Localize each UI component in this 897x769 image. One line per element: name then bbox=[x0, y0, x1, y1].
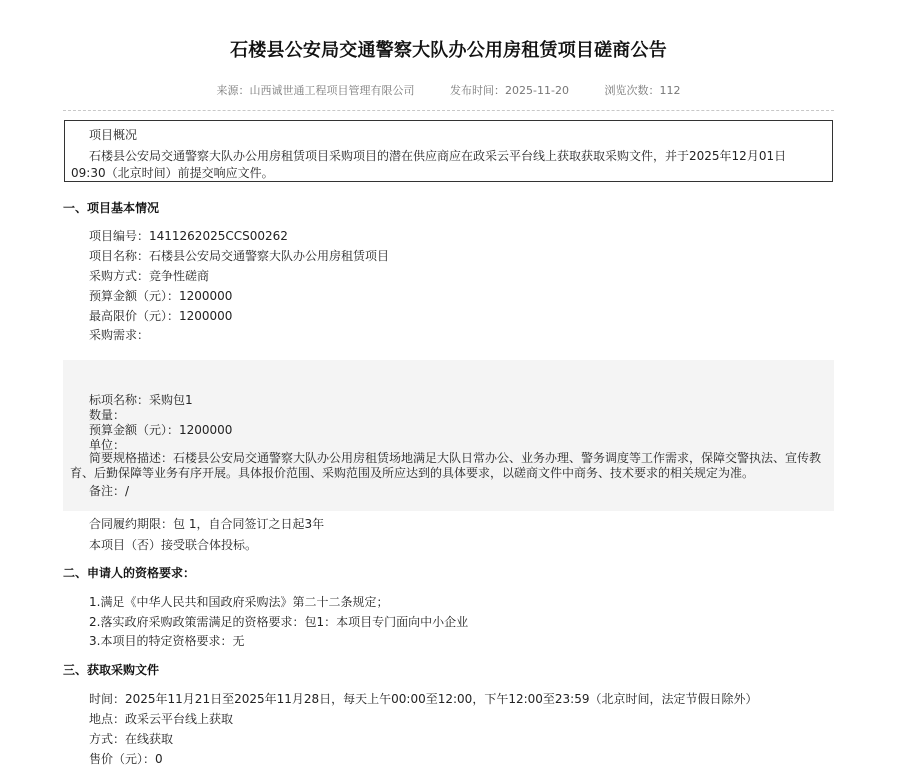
summary-body: 石楼县公安局交通警察大队办公用房租赁项目采购项目的潜在供应商应在政采云平台线上获取获取采购文件，并于2025年12月01日 09:30（北京时间）前提交响应文件。 bbox=[71, 149, 787, 180]
obtain-place: 地点：政采云平台线上获取 bbox=[89, 712, 234, 726]
package-description: 简要规格描述：石楼县公安局交通警察大队办公用房租赁场地满足大队日常办公、业务办理、警务调度等工作需求，保障交警执法、宣传教育、后勤保障等业务有序开展。具体报价范围、采购范围及所应达到的具体要求，以磋商文件中商务、技术要求的相关规定为准。 bbox=[70, 451, 822, 480]
budget-amount: 预算金额（元）：1200000 bbox=[89, 289, 233, 303]
document-price: 售价（元）：0 bbox=[89, 752, 163, 766]
summary-heading: 项目概况 bbox=[89, 128, 138, 142]
section-heading-basic-info: 一、项目基本情况 bbox=[63, 201, 160, 215]
qualification-item: 1.满足《中华人民共和国政府采购法》第二十二条规定； bbox=[89, 595, 389, 609]
project-summary-box bbox=[64, 120, 833, 182]
procurement-method: 采购方式：竞争性磋商 bbox=[89, 269, 210, 283]
article-meta bbox=[0, 82, 897, 98]
project-number: 项目编号：1411262025CCS00262 bbox=[89, 229, 288, 243]
package-name: 标项名称：采购包1 bbox=[89, 393, 193, 407]
contract-period: 合同履约期限：包 1，自合同签订之日起3年 bbox=[89, 517, 325, 531]
publish-time: 发布时间：2025-11-20 bbox=[450, 84, 569, 97]
source-text: 来源：山西诚世通工程项目管理有限公司 bbox=[216, 84, 415, 97]
consortium-note: 本项目（否）接受联合体投标。 bbox=[89, 538, 258, 552]
package-budget: 预算金额（元）：1200000 bbox=[89, 423, 233, 437]
package-quantity: 数量： bbox=[89, 408, 126, 422]
obtain-way: 方式：在线获取 bbox=[89, 732, 174, 746]
qualification-item: 3.本项目的特定资格要求：无 bbox=[89, 634, 245, 648]
package-unit: 单位： bbox=[89, 438, 126, 452]
procurement-requirement: 采购需求： bbox=[89, 328, 150, 342]
divider bbox=[63, 110, 834, 111]
section-heading-obtain-documents: 三、获取采购文件 bbox=[63, 663, 160, 677]
package-remark: 备注：/ bbox=[89, 484, 130, 498]
obtain-time: 时间：2025年11月21日至2025年11月28日，每天上午00:00至12:00，下午12:00至23:59（北京时间，法定节假日除外） bbox=[89, 692, 758, 706]
max-price: 最高限价（元）：1200000 bbox=[89, 309, 233, 323]
page-title: 石楼县公安局交通警察大队办公用房租赁项目磋商公告 bbox=[230, 40, 667, 61]
section-heading-qualifications: 二、申请人的资格要求： bbox=[63, 566, 196, 580]
view-count: 浏览次数：112 bbox=[604, 84, 681, 97]
qualification-item: 2.落实政府采购政策需满足的资格要求：包1：本项目专门面向中小企业 bbox=[89, 615, 469, 629]
project-name: 项目名称：石楼县公安局交通警察大队办公用房租赁项目 bbox=[89, 249, 390, 263]
